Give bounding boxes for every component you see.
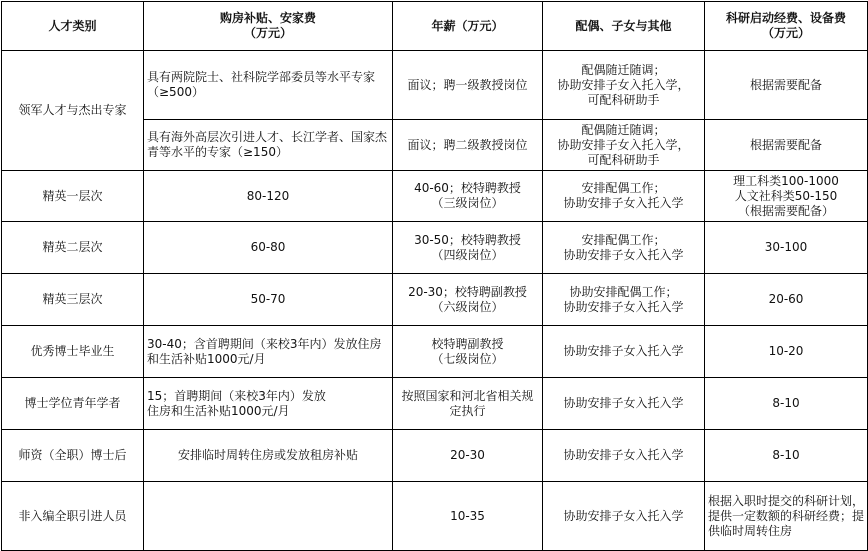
research-cell: 20-60 (705, 274, 868, 326)
research-cell: 根据需要配备 (705, 51, 868, 120)
salary-cell (393, 171, 543, 222)
family-line: 配偶随迁随调； (581, 62, 666, 77)
header-housing-line1: 购房补贴、安家费 (219, 11, 316, 25)
housing-cell: 60-80 (144, 222, 393, 274)
header-research-line1: 科研启动经费、设备费 (725, 11, 846, 25)
housing-cell: 安排临时周转住房或发放租房补贴 (144, 430, 393, 482)
family-cell (543, 120, 705, 171)
family-line: 安排配偶工作； (581, 181, 666, 195)
header-research (705, 2, 868, 51)
housing-line: 15；首聘期间（来校3年内）发放 (147, 388, 326, 403)
table-row (2, 378, 868, 430)
salary-cell (393, 326, 543, 378)
housing-cell: 30-40；含首聘期间（来校3年内）发放住房和生活补贴1000元/月 (144, 326, 393, 378)
family-line: 协助安排子女入托入学 (563, 247, 684, 262)
family-line: 安排配偶工作； (581, 232, 666, 247)
family-cell (543, 274, 705, 326)
family-cell: 协助安排子女入托入学 (543, 430, 705, 482)
header-family: 配偶、子女与其他 (543, 2, 705, 51)
salary-cell: 面议；聘一级教授岗位 (393, 51, 543, 120)
salary-cell: 10-35 (393, 482, 543, 551)
salary-line: （七级岗位） (431, 351, 504, 366)
category-cell: 精英一层次 (2, 171, 144, 222)
family-line: 协助安排子女入托入学， (557, 137, 690, 152)
salary-cell: 20-30 (393, 430, 543, 482)
research-cell: 10-20 (705, 326, 868, 378)
salary-cell: 面议；聘二级教授岗位 (393, 120, 543, 171)
salary-line: 30-50；校特聘教授 (414, 232, 521, 247)
family-line: 协助安排子女入托入学， (557, 77, 690, 92)
salary-line: 20-30；校特聘副教授 (408, 284, 527, 299)
header-housing (144, 2, 393, 51)
family-cell (543, 171, 705, 222)
research-cell: 8-10 (705, 430, 868, 482)
table-row (2, 430, 868, 482)
salary-line: 40-60；校特聘教授 (414, 181, 521, 195)
table-row (2, 274, 868, 326)
category-cell: 非入编全职引进人员 (2, 482, 144, 551)
category-cell: 领军人才与杰出专家 (2, 51, 144, 171)
salary-line: 校特聘副教授 (431, 336, 504, 351)
family-cell (543, 222, 705, 274)
header-salary: 年薪（万元） (393, 2, 543, 51)
research-cell: 30-100 (705, 222, 868, 274)
research-cell: 根据入职时提交的科研计划，提供一定数额的科研经费；提供临时周转住房 (705, 482, 868, 551)
family-cell (543, 51, 705, 120)
salary-line: （六级岗位） (431, 299, 504, 314)
family-line: 协助安排配偶工作； (569, 284, 678, 299)
family-line: 协助安排子女入托入学 (563, 299, 684, 314)
category-cell: 精英三层次 (2, 274, 144, 326)
housing-cell (144, 482, 393, 551)
category-cell: 精英二层次 (2, 222, 144, 274)
salary-cell (393, 222, 543, 274)
research-line: （根据需要配备） (737, 203, 834, 218)
research-line: 理工科类100-1000 (733, 173, 839, 188)
table-row (2, 222, 868, 274)
category-cell: 博士学位青年学者 (2, 378, 144, 430)
category-cell: 优秀博士毕业生 (2, 326, 144, 378)
header-category: 人才类别 (2, 2, 144, 51)
family-line: 可配科研助手 (587, 152, 660, 167)
table-header-row (2, 2, 868, 51)
family-line: 配偶随迁随调； (581, 122, 666, 137)
header-housing-line2: （万元） (243, 26, 292, 40)
salary-line: （三级岗位） (431, 196, 504, 210)
housing-cell: 具有海外高层次引进人才、长江学者、国家杰青等水平的专家（≥150） (144, 120, 393, 171)
family-cell: 协助安排子女入托入学 (543, 482, 705, 551)
table-row (2, 326, 868, 378)
table-row (2, 51, 868, 120)
family-line: 可配科研助手 (587, 92, 660, 107)
table-row (2, 482, 868, 551)
housing-cell: 50-70 (144, 274, 393, 326)
salary-cell: 按照国家和河北省相关规定执行 (393, 378, 543, 430)
header-research-line2: （万元） (761, 26, 810, 40)
research-line: 人文社科类50-150 (734, 188, 838, 203)
talent-policy-table (1, 1, 868, 551)
housing-cell: 具有两院院士、社科院学部委员等水平专家（≥500） (144, 51, 393, 120)
housing-cell (144, 378, 393, 430)
family-cell: 协助安排子女入托入学 (543, 378, 705, 430)
family-cell: 协助安排子女入托入学 (543, 326, 705, 378)
salary-cell (393, 274, 543, 326)
research-cell: 根据需要配备 (705, 120, 868, 171)
research-cell (705, 171, 868, 222)
research-cell: 8-10 (705, 378, 868, 430)
housing-line: 住房和生活补贴1000元/月 (147, 403, 290, 418)
category-cell: 师资（全职）博士后 (2, 430, 144, 482)
table-row (2, 171, 868, 222)
housing-cell: 80-120 (144, 171, 393, 222)
salary-line: （四级岗位） (431, 247, 504, 262)
family-line: 协助安排子女入托入学 (563, 196, 684, 210)
